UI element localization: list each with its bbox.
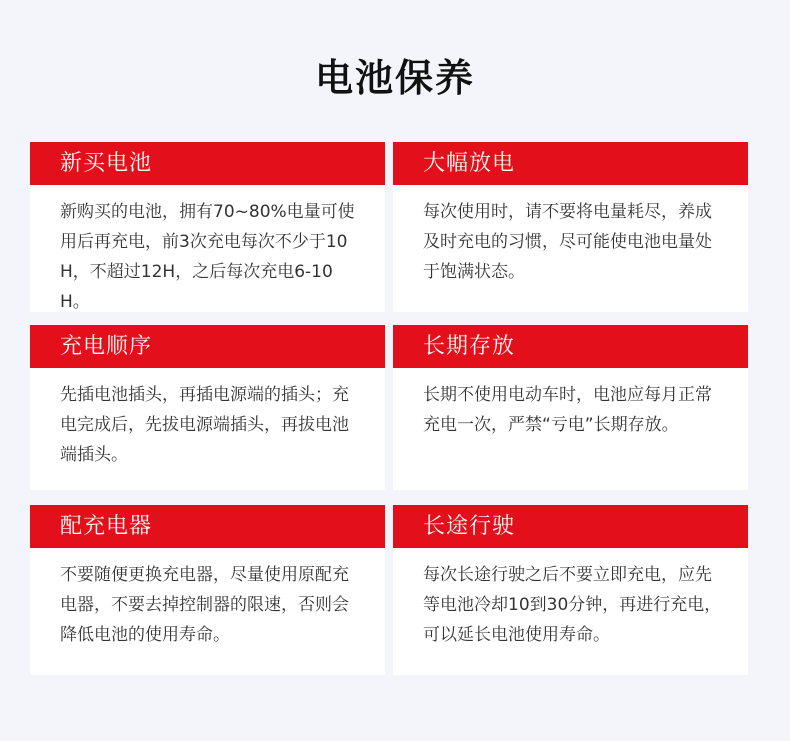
- card-new-battery: [30, 142, 385, 312]
- card-text: 新购买的电池，拥有70~80%电量可使用后再充电，前3次充电每次不少于10H，不超过12H，之后每次充电6-10H。: [60, 202, 355, 312]
- card-text: 先插电池插头，再插电源端的插头；充电完成后，先拔电源端插头，再拔电池端插头。: [60, 385, 349, 465]
- card-text: 每次使用时，请不要将电量耗尽，养成及时充电的习惯，尽可能使电池电量处于饱满状态。: [423, 202, 712, 282]
- page-title: 电池保养: [314, 56, 475, 100]
- card-title: 大幅放电: [393, 142, 748, 185]
- card-title: 充电顺序: [30, 325, 385, 368]
- card-text: 每次长途行驶之后不要立即充电，应先等电池冷却10到30分钟，再进行充电，可以延长电池使用寿命。: [423, 565, 722, 645]
- card-charging-order: [30, 325, 385, 490]
- card-deep-discharge: [393, 142, 748, 312]
- card-long-term-storage: [393, 325, 748, 490]
- card-charger: [30, 505, 385, 675]
- card-title: 长途行驶: [393, 505, 748, 548]
- card-long-distance: [393, 505, 748, 675]
- card-title: 新买电池: [30, 142, 385, 185]
- card-text: 不要随便更换充电器，尽量使用原配充电器，不要去掉控制器的限速，否则会降低电池的使用寿命。: [60, 565, 349, 645]
- card-text: 长期不使用电动车时，电池应每月正常充电一次，严禁“亏电”长期存放。: [423, 385, 712, 435]
- card-title: 配充电器: [30, 505, 385, 548]
- card-title: 长期存放: [393, 325, 748, 368]
